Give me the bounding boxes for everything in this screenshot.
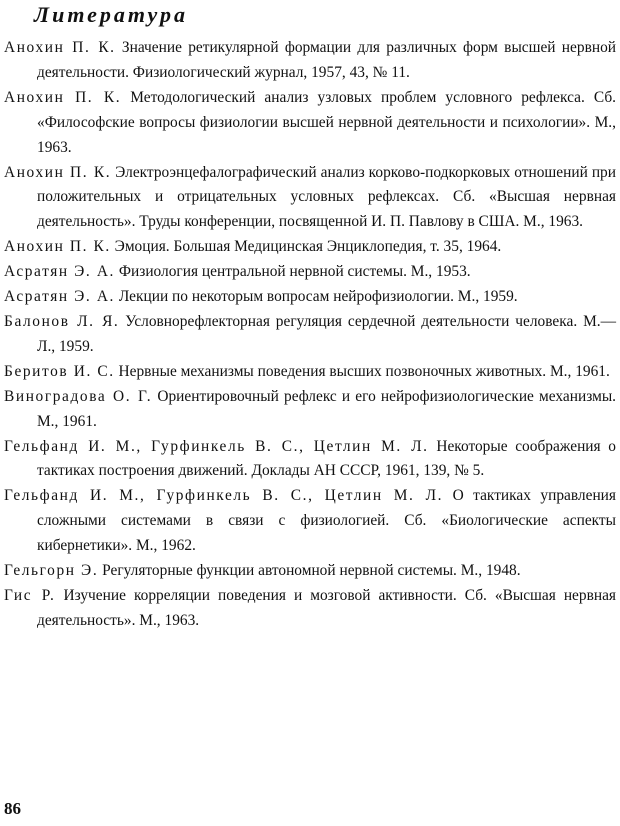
reference-author: Балонов Л. Я. [4,312,120,330]
section-heading: Литература [34,2,188,27]
reference-author: Гельгорн Э. [4,562,99,580]
reference-entry [4,484,616,559]
reference-entry [4,235,616,260]
reference-entry [4,584,616,634]
reference-text: Регуляторные функции автономной нервной системы. М., 1948. [98,562,521,580]
reference-entry [4,310,616,360]
reference-author: Гельфанд И. М., Гурфинкель В. С., Цетлин М. Л. [4,487,444,505]
reference-author: Асратян Э. А. [4,263,115,281]
reference-entry [4,435,616,485]
reference-entry [4,36,616,86]
reference-author: Гис Р. [4,586,56,604]
reference-entry [4,385,616,435]
reference-text: Лекции по некоторым вопросам нейрофизиологии. М., 1959. [115,288,518,306]
reference-entry [4,559,616,584]
reference-entry [4,161,616,236]
reference-text: О тактиках управления сложными системами в связи с физиологией. Сб. «Биологические аспекты кибернетики». М., 1962. [37,487,616,555]
reference-author: Асратян Э. А. [4,288,115,306]
reference-text: Изучение корреляции поведения и мозговой активности. Сб. «Высшая нервная деятельность». М., 1963. [37,586,616,629]
reference-text: Электроэнцефалографический анализ корково-подкорковых отношений при положительных и отрицательных условных рефлексах. Сб. «Высшая нервная деятельность». Труды конференции, посвященной И. П. Павлову в США. М., 1963. [37,163,616,231]
reference-author: Гельфанд И. М., Гурфинкель В. С., Цетлин М. Л. [4,437,429,455]
reference-text: Ориентировочный рефлекс и его нейрофизиологические механизмы. М., 1961. [37,387,617,430]
reference-text: Методологический анализ узловых проблем условного рефлекса. Сб. «Философские вопросы физиологии высшей нервной деятельности и психологии». М., 1963. [37,88,616,156]
reference-text: Условнорефлекторная регуляция сердечной деятельности человека. М.— Л., 1959. [37,312,616,355]
reference-text: Эмоция. Большая Медицинская Энциклопедия, т. 35, 1964. [110,238,502,256]
reference-list [4,36,616,634]
reference-text: Некоторые соображения о тактиках построения движений. Доклады АН СССР, 1961, 139, № 5. [37,437,616,480]
reference-author: Анохин П. К. [4,163,112,181]
reference-author: Анохин П. К. [4,238,111,256]
page-number: 86 [4,799,21,818]
reference-text: Физиология центральной нервной системы. М., 1953. [115,263,471,281]
reference-author: Виноградова О. Г. [4,387,153,405]
reference-author: Беритов И. С. [4,362,115,380]
reference-entry [4,360,616,385]
reference-text: Нервные механизмы поведения высших позвоночных животных. М., 1961. [114,362,610,380]
reference-author: Анохин П. К. [4,39,116,56]
reference-entry [4,86,616,161]
reference-author: Анохин П. К. [4,88,122,106]
reference-entry [4,260,616,285]
reference-entry [4,285,616,310]
reference-text: Значение ретикулярной формации для различных форм высшей нервной деятельности. Физиологический журнал, 1957, 43, № 11. [37,39,617,81]
